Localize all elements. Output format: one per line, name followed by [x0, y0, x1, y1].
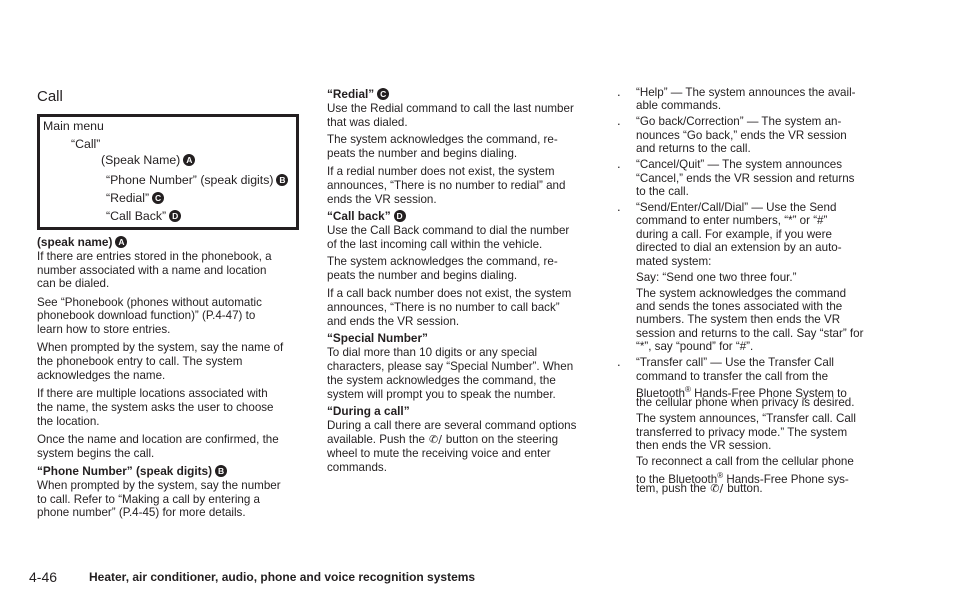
col2-p3-l3: ends the VR session.: [327, 192, 437, 206]
col2-p5-l1: The system acknowledges the command, re-: [327, 255, 558, 269]
marker-d-icon: D: [394, 210, 406, 222]
col1-p5-l1: Once the name and location are confirmed, the: [37, 433, 279, 446]
col3-transfer-l3: Bluetooth® Hands-Free Phone System to: [636, 385, 847, 400]
heading-during-call: “During a call”: [327, 404, 410, 419]
bullet-transfer: .: [617, 354, 621, 370]
col2-p6-l2: announces, “There is no number to call back”: [327, 300, 560, 314]
col2-p2-l2: peats the number and begins dialing.: [327, 147, 518, 161]
col3-send-l5: mated system:: [636, 254, 712, 268]
col3-goback-l3: and returns to the call.: [636, 142, 751, 156]
col3-reconnect-l2: to the Bluetooth® Hands-Free Phone sys-: [636, 470, 849, 486]
col3-help-l2: able commands.: [636, 99, 722, 113]
col3-reconnect-l1: To reconnect a call from the cellular phone: [636, 455, 854, 469]
col3-help-l1: “Help” — The system announces the avail-: [636, 86, 856, 99]
col2-p1-l2: that was dialed.: [327, 115, 408, 129]
marker-a-icon: A: [183, 154, 195, 166]
col1-p4-l2: the name, the system asks the user to choose: [37, 401, 274, 414]
marker-d-icon: D: [169, 210, 181, 222]
col1-p3-l1: When prompted by the system, say the name of: [37, 341, 284, 355]
col3-transfer-l4: the cellular phone when privacy is desired.: [636, 396, 855, 410]
col3-ack-l2: and sends the tones associated with the: [636, 300, 843, 313]
menu-call-back: “Call Back” D: [106, 208, 181, 224]
talk-button-icon: ✆∕: [710, 482, 724, 495]
col3-announce-l1: The system announces, “Transfer call. Call: [636, 412, 856, 426]
menu-phone-number: “Phone Number” (speak digits) B: [106, 172, 288, 188]
col3-send-l1: “Send/Enter/Call/Dial” — Use the Send: [636, 201, 837, 214]
col3-ack-l3: numbers. The system then ends the VR: [636, 313, 841, 327]
col3-reconnect-l3: tem, push the ✆∕ button.: [636, 482, 763, 495]
col3-cancel-l3: to the call.: [636, 185, 689, 198]
col3-goback-l2: nounces “Go back,” ends the VR session: [636, 128, 847, 142]
menu-speak-name: (Speak Name) A: [101, 152, 195, 168]
col3-ack-l4: session and returns to the call. Say “star” for: [636, 326, 864, 340]
col3-send-l4: directed to dial an extension by an auto-: [636, 241, 842, 255]
col2-p8-l4: commands.: [327, 460, 387, 474]
col2-p8-l3: wheel to mute the receiving voice and enter: [327, 446, 551, 460]
col2-p4-l2: of the last incoming call within the vehicle.: [327, 237, 543, 251]
bullet-goback: .: [617, 113, 621, 129]
col1-p5-l2: system begins the call.: [37, 446, 155, 460]
col3-transfer-l1: “Transfer call” — Use the Transfer Call: [636, 356, 835, 370]
col1-p2-l2: phonebook download function)” (P.4-47) to: [37, 309, 256, 323]
col2-p2-l1: The system acknowledges the command, re-: [327, 133, 558, 147]
col3-send-l2: command to enter numbers, “*” or “#”: [636, 214, 828, 228]
page-number: 4-46: [29, 569, 58, 585]
col3-cancel-l1: “Cancel/Quit” — The system announces: [636, 158, 842, 172]
col2-p3-l2: announces, “There is no number to redial” and: [327, 178, 566, 192]
col2-p7-l4: system will prompt you to speak the number.: [327, 387, 556, 401]
col2-p8-l2: available. Push the ✆∕ button on the steering: [327, 432, 559, 446]
heading-speak-name: (speak name) A: [37, 236, 127, 250]
col1-p1-l2: number associated with a name and location: [37, 263, 267, 277]
marker-c-icon: C: [152, 192, 164, 204]
col2-p4-l1: Use the Call Back command to dial the number: [327, 223, 570, 237]
col1-p4-l1: If there are multiple locations associated with: [37, 387, 268, 401]
col1-p3-l3: acknowledges the name.: [37, 369, 166, 382]
menu-main: Main menu: [43, 119, 104, 133]
bullet-cancel: .: [617, 156, 621, 172]
col3-goback-l1: “Go back/Correction” — The system an-: [636, 115, 842, 129]
bullet-help: .: [617, 84, 621, 99]
col1-p6-l3: phone number” (P.4-45) for more details.: [37, 506, 246, 520]
col2-p6-l1: If a call back number does not exist, the system: [327, 286, 572, 300]
col1-p1-l1: If there are entries stored in the phonebook, a: [37, 249, 272, 263]
col1-p6-l1: When prompted by the system, say the number: [37, 478, 281, 492]
col1-p2-l1: See “Phonebook (phones without automatic: [37, 295, 262, 309]
col1-p4-l3: the location.: [37, 414, 100, 428]
col2-p3-l1: If a redial number does not exist, the system: [327, 164, 555, 178]
col2-p7-l2: characters, please say “Special Number”. When: [327, 359, 574, 373]
col2-p8-l1: During a call there are several command options: [327, 419, 577, 432]
col1-p3-l2: the phonebook entry to call. The system: [37, 355, 243, 369]
col3-send-l3: during a call. For example, if you were: [636, 227, 832, 241]
col1-p6-l2: to call. Refer to “Making a call by entering a: [37, 492, 260, 506]
chapter-title: Heater, air conditioner, audio, phone and voice recognition systems: [89, 570, 476, 584]
heading-phone-number: “Phone Number” (speak digits) B: [37, 465, 227, 479]
heading-redial: “Redial” C: [327, 88, 389, 102]
col3-ack-l1: The system acknowledges the command: [636, 286, 847, 300]
col3-cancel-l2: “Cancel,” ends the VR session and returns: [636, 171, 855, 185]
bullet-send: .: [617, 199, 621, 214]
marker-b-icon: B: [276, 174, 288, 186]
menu-call: “Call”: [71, 137, 101, 151]
col3-announce-l2: transferred to privacy mode.” The system: [636, 425, 848, 439]
marker-b-icon: B: [215, 465, 227, 477]
talk-button-icon: ✆∕: [428, 432, 442, 446]
marker-a-icon: A: [115, 236, 127, 248]
marker-c-icon: C: [377, 88, 389, 100]
col2-p7-l1: To dial more than 10 digits or any special: [327, 345, 538, 359]
col3-say: Say: “Send one two three four.”: [636, 270, 797, 284]
heading-call-back: “Call back” D: [327, 210, 406, 224]
col3-ack-l5: “*”, say “pound” for “#”.: [636, 340, 754, 354]
col1-p1-l3: can be dialed.: [37, 277, 110, 291]
col3-transfer-l2: command to transfer the call from the: [636, 369, 829, 383]
col2-p1-l1: Use the Redial command to call the last number: [327, 101, 574, 115]
col1-p2-l3: learn how to store entries.: [37, 323, 171, 337]
col2-p5-l2: peats the number and begins dialing.: [327, 269, 518, 283]
col2-p7-l3: the system acknowledges the command, the: [327, 373, 556, 387]
menu-redial: “Redial” C: [106, 190, 164, 206]
col3-announce-l3: then ends the VR session.: [636, 439, 772, 453]
section-title: Call: [37, 88, 63, 105]
heading-special-number: “Special Number”: [327, 331, 428, 345]
col2-p6-l3: and ends the VR session.: [327, 314, 460, 328]
